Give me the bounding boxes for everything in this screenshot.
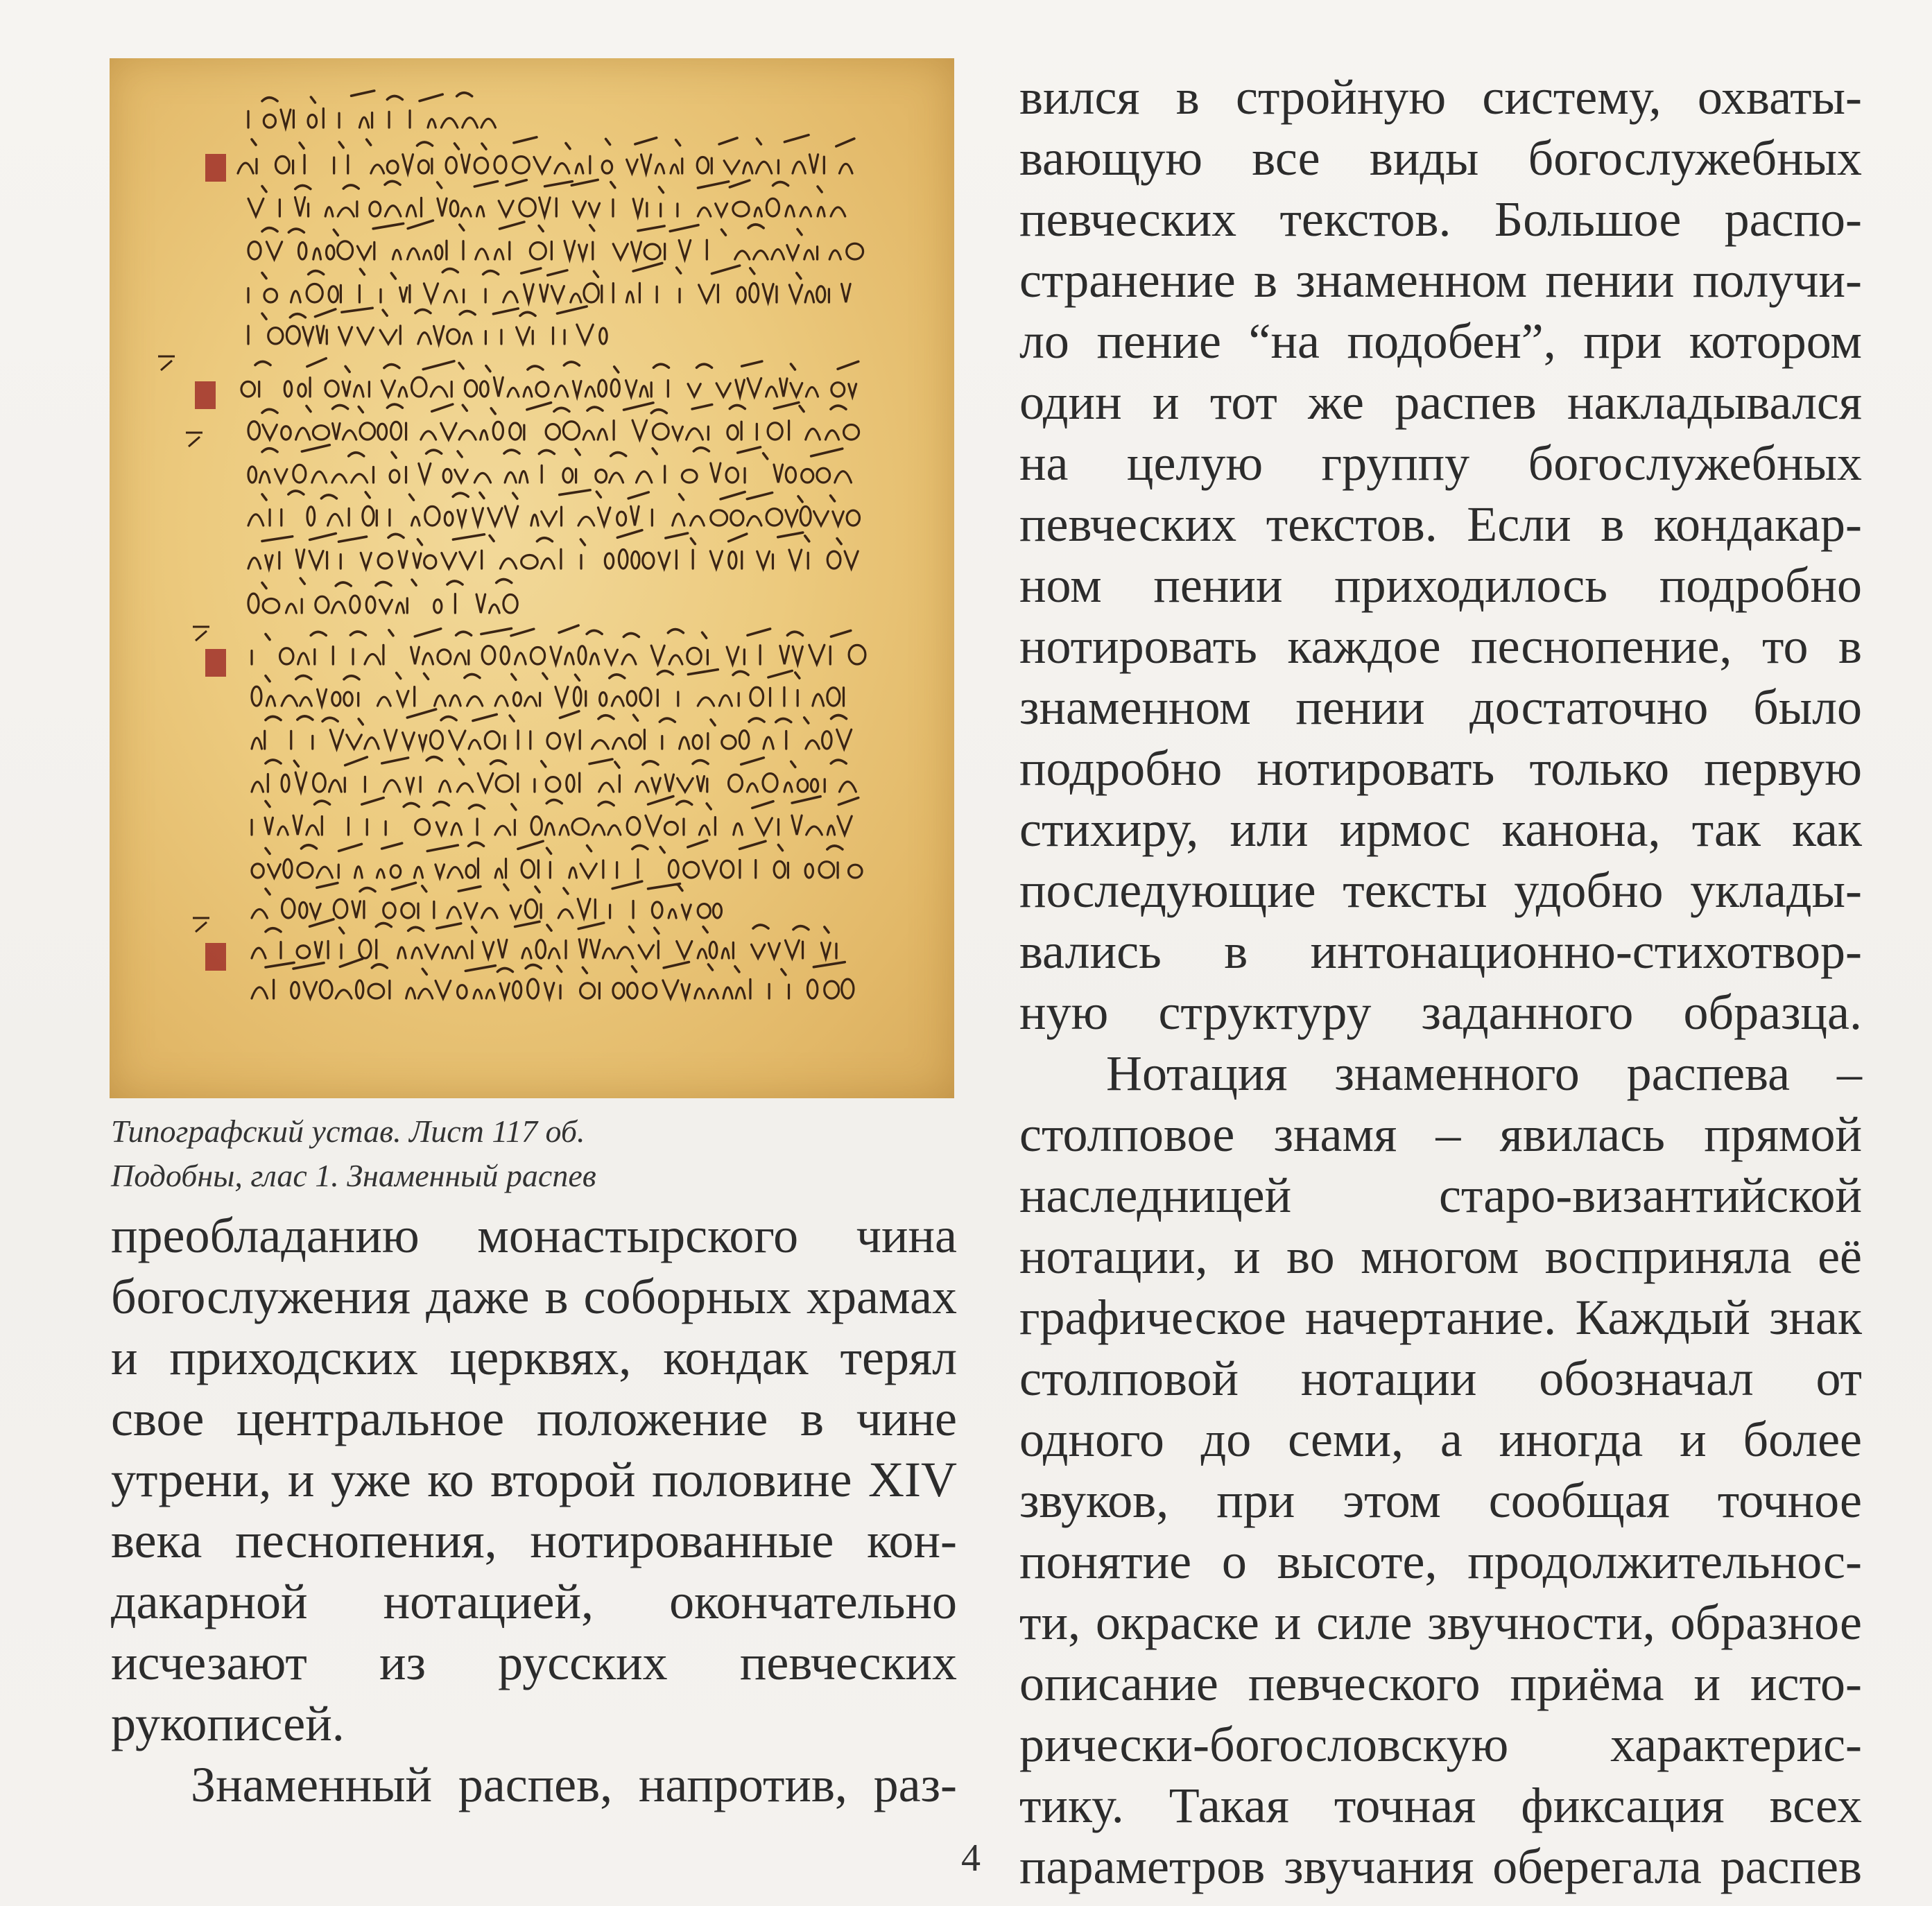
caption-line-2: Подобны, глас 1. Знаменный распев [111,1158,596,1193]
text-line: века песнопения, нотированные кон- [111,1513,957,1568]
neume-marks-row [266,959,845,975]
text-line: ную структуру заданного образца. [1019,985,1862,1040]
text-line: ном пении приходилось подробно [1019,557,1862,613]
margin-mark [193,918,209,932]
manuscript-text-row [252,686,843,706]
text-line: одного до семи, а иногда и более [1019,1412,1862,1467]
neume-marks-row [262,530,841,545]
caption-line-1: Типографский устав. Лист 117 об. [111,1114,585,1149]
text-line: описание певческого приёма и исто- [1019,1656,1862,1711]
text-line: ти, окраске и силе звучности, образное [1019,1595,1862,1650]
text-line: параметров звучания оберегала распев [1019,1839,1862,1894]
margin-mark [158,356,175,370]
neume-marks-row [262,180,822,192]
neume-marks-row [266,625,851,640]
red-initial-letter [205,649,226,677]
text-line: нотировать каждое песнопение, то в [1019,618,1862,674]
text-line: понятие о высоте, продолжительнос- [1019,1534,1862,1589]
manuscript-text-row [252,772,856,792]
text-line: богослужения даже в соборных храмах [111,1269,957,1324]
text-line: и приходских церквях, кондак терял [111,1330,957,1385]
neume-marks-row [262,220,802,235]
text-line: Нотация знаменного распева – [1106,1046,1862,1101]
text-line: певческих текстов. Если в кондакар- [1019,496,1862,552]
manuscript-text-row [248,506,859,526]
text-line: странение в знаменном пении получи- [1019,252,1862,308]
red-initial-letter [205,943,226,971]
manuscript-text-row [252,815,852,835]
manuscript-text-row [241,377,856,397]
manuscript-text-row [252,729,852,749]
text-line: вающую все виды богослужебных [1019,130,1862,186]
neume-marks-row [262,306,587,319]
manuscript-text-row [248,549,858,569]
neume-marks-row [266,757,846,768]
manuscript-figure [110,58,954,1098]
text-line: стихиру, или ирмос канона, так как [1019,802,1862,857]
red-initial-letter [205,154,226,182]
manuscript-text-row [252,979,854,998]
text-line: наследницей старо-византийской [1019,1168,1862,1223]
text-line: тику. Такая точная фиксация всех [1019,1778,1862,1833]
manuscript-text-row [252,939,836,958]
page-number: 4 [961,1837,981,1880]
manuscript-page-image [110,58,954,1098]
manuscript-text-row [248,594,517,613]
red-initial-letter [195,381,216,409]
neume-marks-row [266,919,829,933]
text-line: вались в интонационно-стихотвор- [1019,924,1862,979]
neume-marks-row [266,796,859,809]
manuscript-text-row [252,858,862,878]
manuscript-text-row [248,463,851,483]
text-line: нотации, и во многом восприняла её [1019,1229,1862,1284]
figure-caption [111,1109,957,1198]
neume-marks-row [262,578,512,588]
neume-marks-row [262,490,835,502]
margin-mark [193,627,209,641]
margin-mark [186,433,202,447]
neume-marks-row [262,263,801,278]
text-line: вился в стройную систему, охваты- [1019,69,1862,125]
neume-marks-row [262,91,472,103]
manuscript-text-row [248,240,863,259]
text-line: подробно нотировать только первую [1019,740,1862,796]
neume-marks-row [255,358,859,372]
manuscript-text-row [248,283,850,302]
neume-marks-row [266,670,800,682]
manuscript-text-row [248,198,845,216]
text-line: один и тот же распев накладывался [1019,374,1862,430]
text-line: исчезают из русских певческих [111,1635,957,1690]
manuscript-text-row [248,108,495,128]
manuscript-text-row [248,420,859,440]
text-line: свое центральное положение в чине [111,1391,957,1446]
text-line: утрени, и уже ко второй половине XIV [111,1452,957,1507]
text-line: дакарной нотацией, окончательно [111,1574,957,1629]
text-line: на целую группу богослужебных [1019,435,1862,491]
manuscript-text-row [252,645,865,664]
neume-marks-row [262,445,843,459]
text-line: Знаменный распев, напротив, раз- [191,1757,957,1812]
manuscript-text-row [252,899,721,918]
text-line: столповое знамя – явилась прямой [1019,1107,1862,1162]
manuscript-text-row [248,324,607,344]
neume-marks-row [252,135,854,149]
neume-marks-row [266,840,843,854]
manuscript-text-row [238,155,852,173]
neume-marks-row [262,403,846,414]
text-line: звуков, при этом сообщая точное [1019,1473,1862,1528]
text-line: знаменном пении достаточно было [1019,679,1862,735]
text-line: столповой нотации обозначал от [1019,1351,1862,1406]
neume-marks-row [266,881,682,894]
text-line: рически-богословскую характерис- [1019,1717,1862,1772]
text-line: графическое начертание. Каждый знак [1019,1290,1862,1345]
text-line: ло пение “на подобен”, при котором [1019,313,1862,369]
text-line: преобладанию монастырского чина [111,1208,957,1263]
text-line: последующие тексты удобно уклады- [1019,863,1862,918]
text-line: рукописей. [111,1696,345,1751]
text-line: певческих текстов. Большое распо- [1019,191,1862,247]
neume-marks-row [266,709,847,725]
